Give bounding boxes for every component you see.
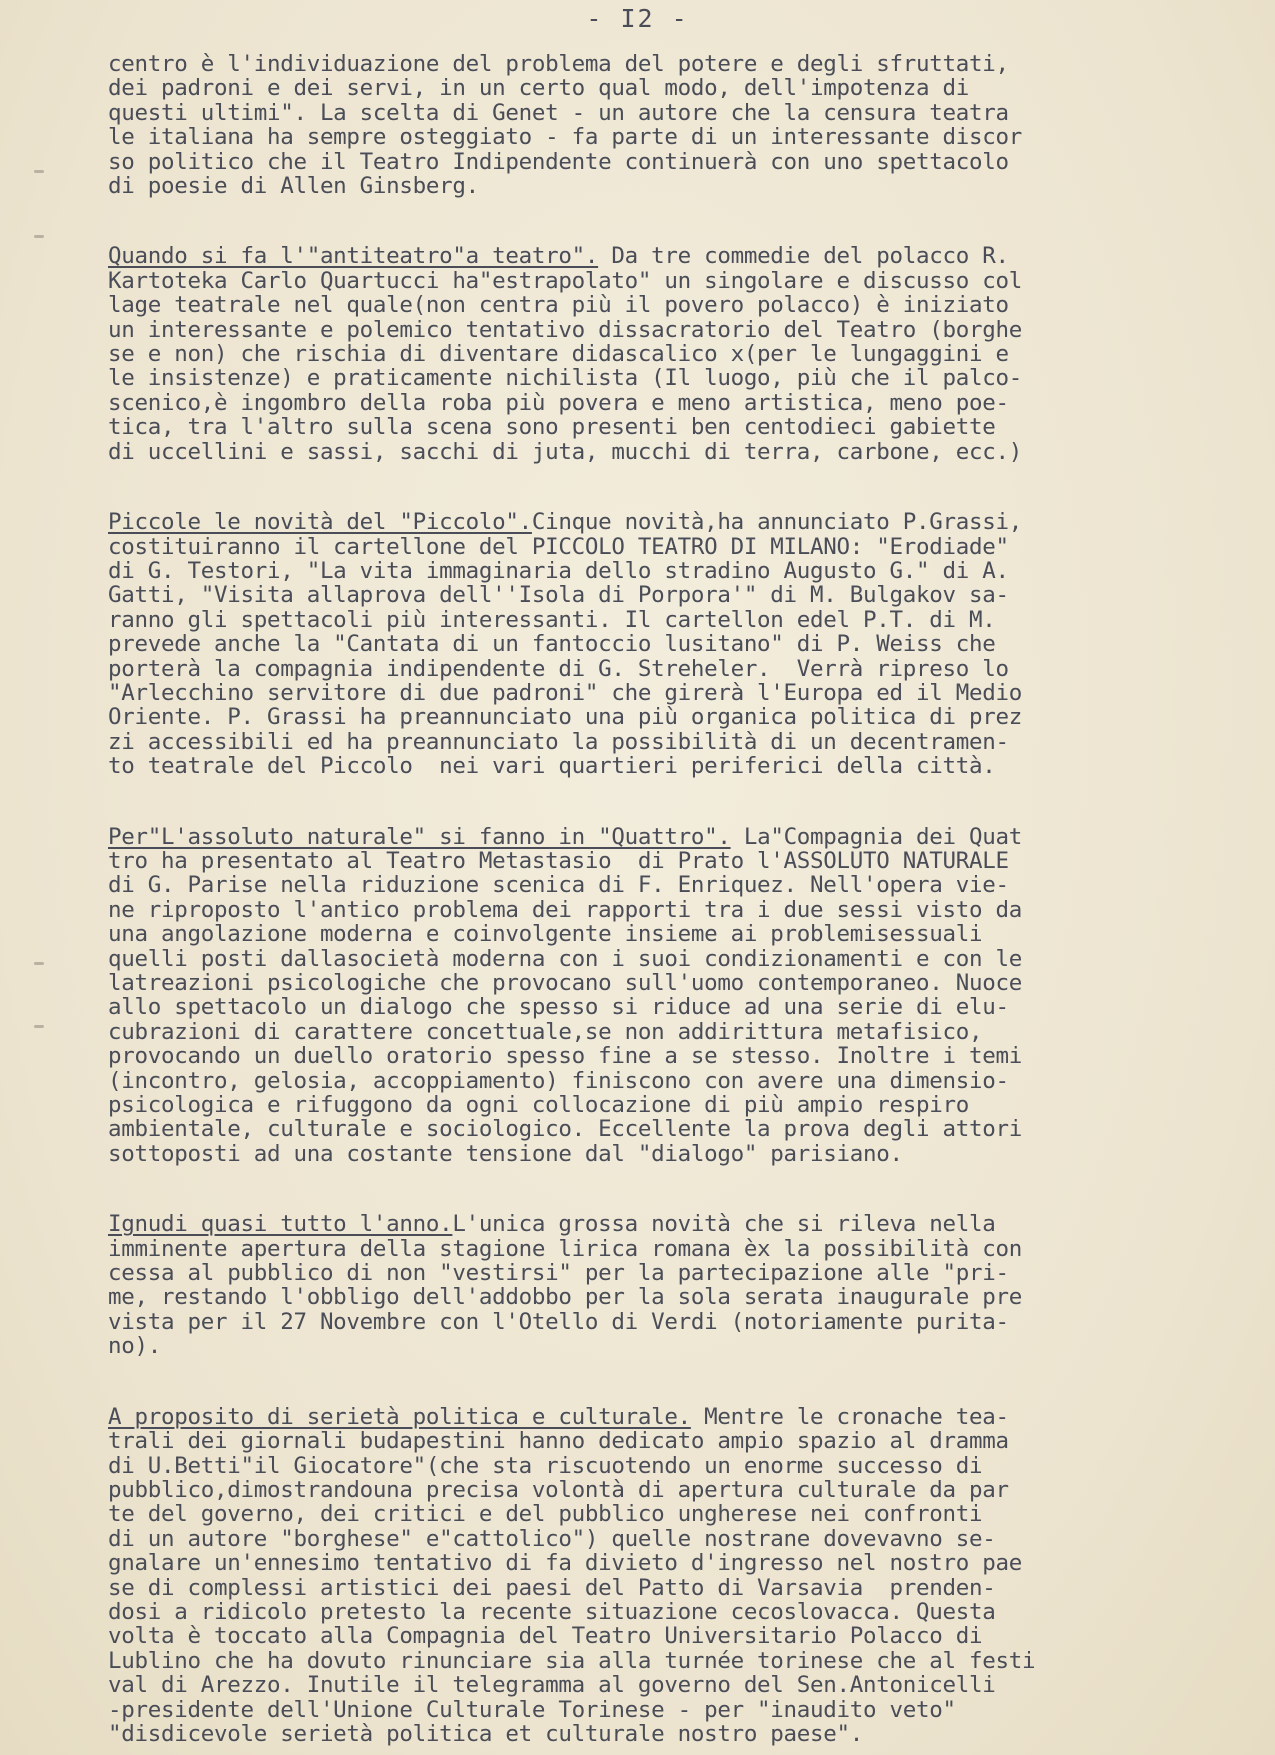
paragraph-heading: A proposito di serietà politica e culturale. <box>108 1403 691 1430</box>
paragraph-line: "Arlecchino servitore di due padroni" che girerà l'Europa ed il Medio <box>108 679 1022 706</box>
paragraph-line: tica, tra l'altro sulla scena sono presenti ben centodieci gabiette <box>108 414 996 441</box>
paragraph-line: vista per il 27 Novembre con l'Otello di Verdi (notoriamente purita- <box>108 1308 1009 1335</box>
paragraph-line: porterà la compagnia indipendente di G. Streheler. Verrà ripreso lo <box>108 655 1009 682</box>
paragraph-line: (incontro, gelosia, accoppiamento) finiscono con avere una dimensio- <box>108 1067 1009 1094</box>
paragraph-line: zi accessibili ed ha preannunciato la possibilità di un decentramen- <box>108 728 1009 755</box>
paragraph-line: gnalare un'ennesimo tentativo di fa divieto d'ingresso nel nostro pae <box>108 1550 1022 1577</box>
paragraph-line: di G. Testori, "La vita immaginaria dello stradino Augusto G." di A. <box>108 557 1009 584</box>
paragraph-line: una angolazione moderna e coinvolgente insieme ai problemisessuali <box>108 921 983 948</box>
paragraph-line: volta è toccato alla Compagnia del Teatro Universitario Polacco di <box>108 1623 983 1650</box>
paragraph-antiteatro <box>108 244 1198 464</box>
paragraph-first-line: Cinque novità,ha annunciato P.Grassi, <box>531 509 1022 536</box>
paragraph-line: di U.Betti"il Giocatore"(che sta riscuotendo un enorme successo di <box>108 1452 983 1479</box>
paragraph-first-line: centro è l'individuazione del problema del potere e degli sfruttati, <box>108 51 1009 77</box>
paragraph-heading: Piccole le novità del "Piccolo". <box>108 509 532 536</box>
paragraph-line: provocando un duello oratorio spesso fine a se stesso. Inoltre i temi <box>108 1043 1022 1070</box>
paragraph-line: Lublino che ha dovuto rinunciare sia alla turnée torinese che al festi <box>108 1647 1036 1674</box>
paragraph-piccolo <box>108 510 1198 778</box>
paragraph-line: di uccellini e sassi, sacchi di juta, mucchi di terra, carbone, ecc.) <box>108 438 1022 465</box>
paragraph-serieta-politica <box>108 1405 1198 1747</box>
paragraph-line: cubrazioni di carattere concettuale,se non addirittura metafisico, <box>108 1018 983 1045</box>
paragraph-line: se e non) che rischia di diventare didascalico x(per le lungaggini e <box>108 341 1009 368</box>
paragraph-first-line: Mentre le cronache tea- <box>690 1403 1009 1430</box>
paragraph-line: to teatrale del Piccolo nei vari quartieri periferici della città. <box>108 753 996 780</box>
paragraph-line: val di Arezzo. Inutile il telegramma al governo del Sen.Antonicelli <box>108 1672 996 1699</box>
paragraph-line: me, restando l'obbligo dell'addobbo per la sola serata inaugurale pre <box>108 1284 1022 1311</box>
paragraph-line: Oriente. P. Grassi ha preannunciato una più organica politica di prez <box>108 704 1022 731</box>
paragraph-first-line: La"Compagnia dei Quat <box>730 823 1022 850</box>
paragraph-first-line: Da tre commedie del polacco R. <box>598 243 1009 270</box>
punch-mark <box>34 235 44 238</box>
paragraph-assoluto-naturale <box>108 825 1198 1167</box>
paragraph-heading: Ignudi quasi tutto l'anno. <box>108 1211 453 1238</box>
paragraph-line: so politico che il Teatro Indipendente continuerà con uno spettacolo <box>108 148 1009 175</box>
paragraph-line: trali dei giornali budapestini hanno dedicato ampio spazio al dramma <box>108 1428 1009 1455</box>
paragraph-line: le italiana ha sempre osteggiato - fa parte di un interessante discor <box>108 124 1022 151</box>
paragraph-heading: Per"L'assoluto naturale" si fanno in "Quattro". <box>108 823 731 850</box>
paragraph-line: latreazioni psicologiche che provocano sull'uomo contemporaneo. Nuoce <box>108 970 1022 996</box>
paragraph-genet <box>108 52 1198 198</box>
typewritten-body <box>108 52 1198 1746</box>
paragraph-first-line: L'unica grossa novità che si rileva nella <box>452 1211 996 1238</box>
paragraph-line: dei padroni e dei servi, in un certo qual modo, dell'impotenza di <box>108 75 970 102</box>
paragraph-line: se di complessi artistici dei paesi del Patto di Varsavia prenden- <box>108 1574 996 1601</box>
paragraph-line: imminente apertura della stagione lirica romana èx la possibilità con <box>108 1235 1022 1262</box>
paragraph-line: di poesie di Allen Ginsberg. <box>108 173 479 200</box>
page-number: - I2 - <box>586 4 689 33</box>
paragraph-line: questi ultimi". La scelta di Genet - un autore che la censura teatra <box>108 99 1009 126</box>
paragraph-line: "disdicevole serietà politica et culturale nostro paese". <box>108 1720 864 1747</box>
paragraph-line: allo spettacolo un dialogo che spesso si riduce ad una serie di elu- <box>108 994 1009 1021</box>
paragraph-ignudi <box>108 1212 1198 1358</box>
paragraph-line: pubblico,dimostrandouna precisa volontà di apertura culturale da par <box>108 1476 1009 1503</box>
paragraph-line: quelli posti dallasocietà moderna con i suoi condizionamenti e con le <box>108 945 1022 972</box>
paragraph-line: un interessante e polemico tentativo dissacratorio del Teatro (borghe <box>108 316 1022 343</box>
paragraph-line: ambientale, culturale e sociologico. Eccellente la prova degli attori <box>108 1116 1022 1143</box>
paragraph-line: no). <box>108 1333 161 1360</box>
punch-mark <box>34 170 44 173</box>
paragraph-line: dosi a ridicolo pretesto la recente situazione cecoslovacca. Questa <box>108 1598 996 1625</box>
paragraph-heading: Quando si fa l'"antiteatro"a teatro". <box>108 243 599 270</box>
paragraph-line: -presidente dell'Unione Culturale Torinese - per "inaudito veto" <box>108 1696 956 1723</box>
paragraph-line: di un autore "borghese" e"cattolico") quelle nostrane dovevavno se- <box>108 1525 996 1552</box>
paragraph-line: cessa al pubblico di non "vestirsi" per la partecipazione alle "pri- <box>108 1260 1009 1287</box>
paragraph-line: costituiranno il cartellone del PICCOLO TEATRO DI MILANO: "Erodiade" <box>108 533 1009 560</box>
paragraph-line: tro ha presentato al Teatro Metastasio di Prato l'ASSOLUTO NATURALE <box>108 847 1009 874</box>
paragraph-line: le insistenze) e praticamente nichilista (Il luogo, più che il palco- <box>108 365 1022 392</box>
paragraph-line: sottoposti ad una costante tensione dal "dialogo" parisiano. <box>108 1140 903 1167</box>
paragraph-line: lage teatrale nel quale(non centra più il povero polacco) è iniziato <box>108 292 1009 319</box>
punch-mark <box>34 962 44 965</box>
punch-mark <box>34 1025 44 1028</box>
paragraph-line: ranno gli spettacoli più interessanti. Il cartellon edel P.T. di M. <box>108 606 996 633</box>
paragraph-line: di G. Parise nella riduzione scenica di F. Enriquez. Nell'opera vie- <box>108 872 1009 899</box>
paragraph-line: psicologica e rifuggono da ogni collocazione di più ampio respiro <box>108 1092 970 1119</box>
paragraph-line: te del governo, dei critici e del pubblico ungherese nei confronti <box>108 1501 983 1528</box>
paragraph-line: prevede anche la "Cantata di un fantoccio lusitano" di P. Weiss che <box>108 631 996 658</box>
paragraph-line: Kartoteka Carlo Quartucci ha"estrapolato" un singolare e discusso col <box>108 267 1022 294</box>
paragraph-line: ne riproposto l'antico problema dei rapporti tra i due sessi visto da <box>108 896 1022 923</box>
paragraph-line: scenico,è ingombro della roba più povera e meno artistica, meno poe- <box>108 389 1009 416</box>
paragraph-line: Gatti, "Visita allaprova dell''Isola di Porpora'" di M. Bulgakov sa- <box>108 582 1009 609</box>
